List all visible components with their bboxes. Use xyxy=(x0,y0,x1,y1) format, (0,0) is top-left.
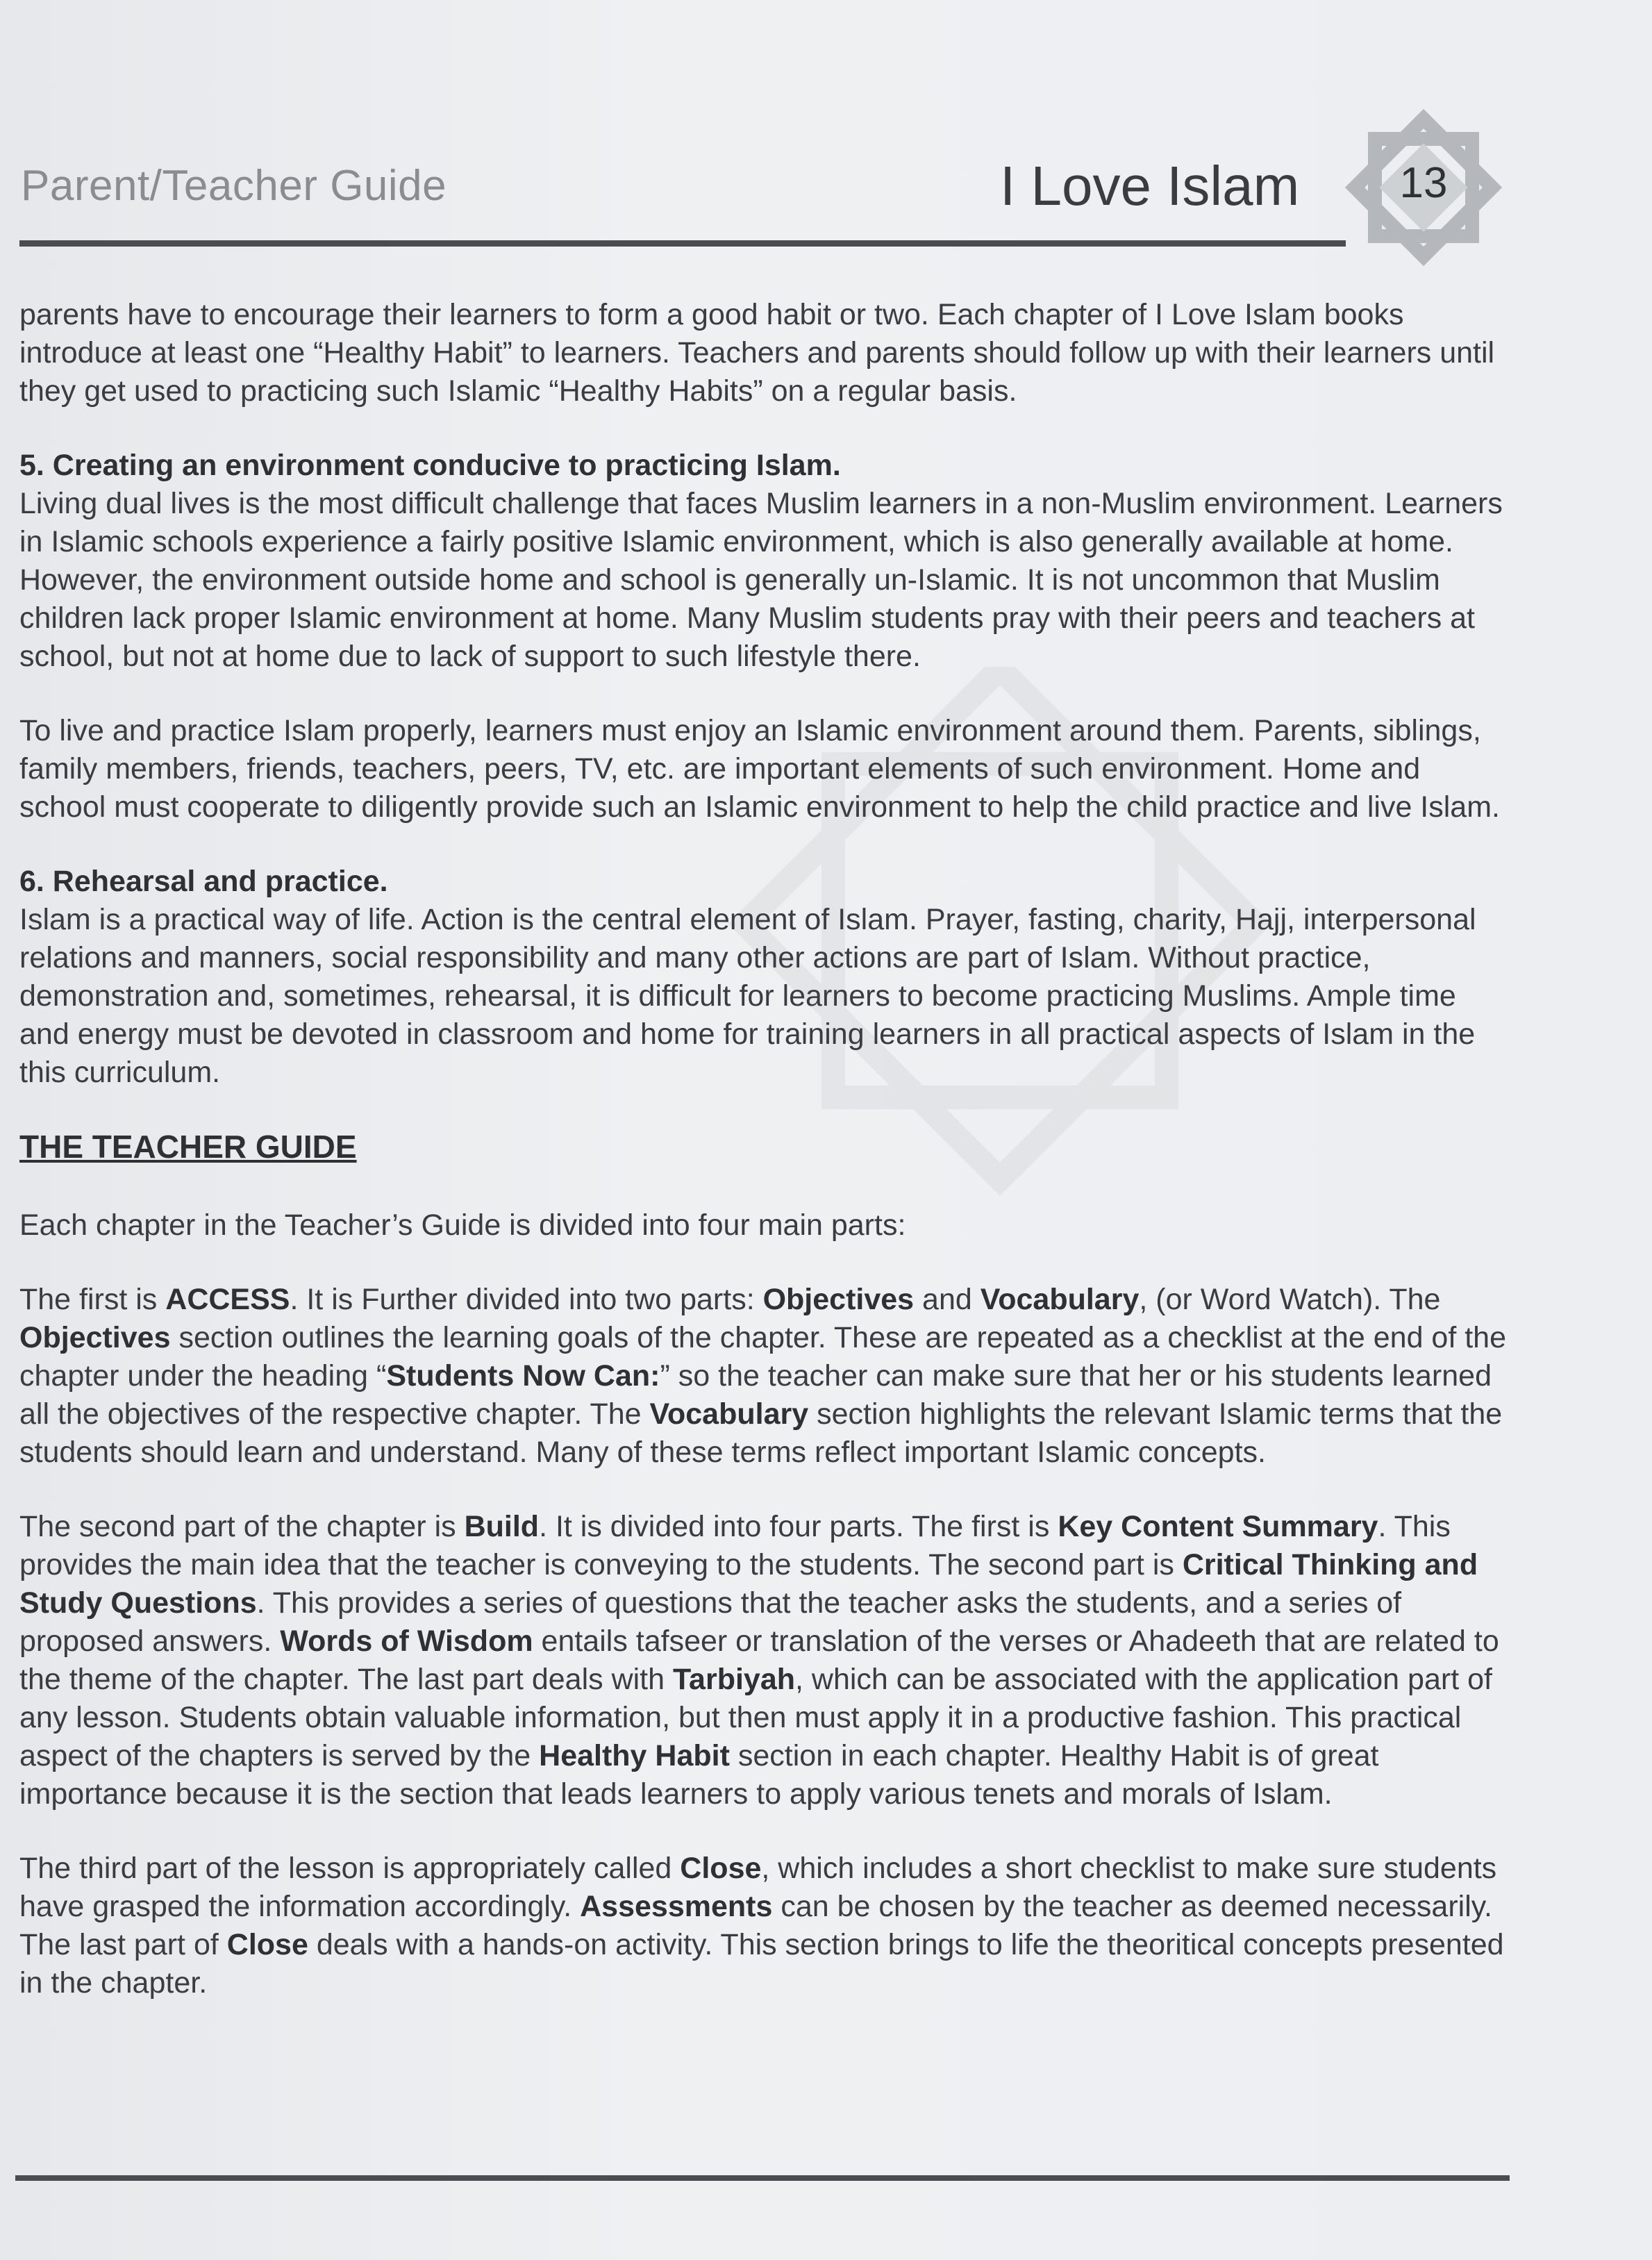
build-paragraph: The second part of the chapter is Build. It is divided into four parts. The first is Key Content Summary. This provides the main idea that the teacher is conveying to the students. The second part is Critical Thinking and Study Questions. This provides a series of questions that the teacher asks the students, and a series of proposed answers. Words of Wisdom entails tafseer or translation of the verses or Ahadeeth that are related to the theme of the chapter. The last part deals with Tarbiyah, which can be associated with the application part of any lesson. Students obtain valuable information, but then must apply it in a productive fashion. This practical aspect of the chapters is served by the Healthy Habit section in each chapter. Healthy Habit is of great importance because it is the section that leads learners to apply various tenets and morals of Islam. xyxy=(19,1510,1499,1811)
header-divider xyxy=(19,240,1346,247)
header-guide-title: Parent/Teacher Guide xyxy=(21,162,447,210)
section-6-paragraph: Islam is a practical way of life. Action is the central element of Islam. Prayer, fasting, charity, Hajj, interpersonal relations and manners, social responsibility and many other actions are part of Islam. Without practice, demonstration and, sometimes, rehearsal, it is difficult for learners to become practicing Muslims. Ample time and energy must be devoted in classroom and home for training learners in all practical aspects of Islam in the this curriculum. xyxy=(19,903,1476,1089)
header-book-title: I Love Islam xyxy=(1000,155,1300,217)
section-5-paragraph-2: To live and practice Islam properly, learners must enjoy an Islamic environment around them. Parents, siblings, family members, friends, teachers, peers, TV, etc. are important elements of such environment. Home and school must cooperate to diligently provide such an Islamic environment to help the child practice and live Islam. xyxy=(19,714,1500,824)
page-body xyxy=(19,296,1514,2002)
access-paragraph: The first is ACCESS. It is Further divided into two parts: Objectives and Vocabulary, (or Word Watch). The Objectives section outlines the learning goals of the chapter. These are repeated as a checklist at the end of the chapter under the heading “Students Now Can:” so the teacher can make sure that her or his students learned all the objectives of the respective chapter. The Vocabulary section highlights the relevant Islamic terms that the students should learn and understand. Many of these terms reflect important Islamic concepts. xyxy=(19,1283,1507,1469)
page-number: 13 xyxy=(1399,159,1448,207)
footer-divider xyxy=(15,2175,1510,2181)
section-6-heading: 6. Rehearsal and practice. xyxy=(19,865,388,898)
teacher-guide-intro: Each chapter in the Teacher’s Guide is divided into four main parts: xyxy=(19,1208,906,1242)
close-paragraph: The third part of the lesson is appropriately called Close, which includes a short checklist to make sure students have grasped the information accordingly. Assessments can be chosen by the teacher as deemed necessarily. The last part of Close deals with a hands-on activity. This section brings to life the theoritical concepts presented in the chapter. xyxy=(19,1852,1504,2000)
section-5-paragraph-1: Living dual lives is the most difficult challenge that faces Muslim learners in a non-Muslim environment. Learners in Islamic schools experience a fairly positive Islamic environment, which is also generally available at home. However, the environment outside home and school is generally un-Islamic. It is not uncommon that Muslim children lack proper Islamic environment at home. Many Muslim students pray with their peers and teachers at school, but not at home due to lack of support to such lifestyle there. xyxy=(19,487,1503,673)
teacher-guide-title: THE TEACHER GUIDE xyxy=(19,1129,357,1165)
intro-paragraph: parents have to encourage their learners to form a good habit or two. Each chapter of I Love Islam books introduce at least one “Healthy Habit” to learners. Teachers and parents should follow up with their learners until they get used to practicing such Islamic “Healthy Habits” on a regular basis. xyxy=(19,298,1495,408)
section-5-heading: 5. Creating an environment conducive to practicing Islam. xyxy=(19,449,841,482)
